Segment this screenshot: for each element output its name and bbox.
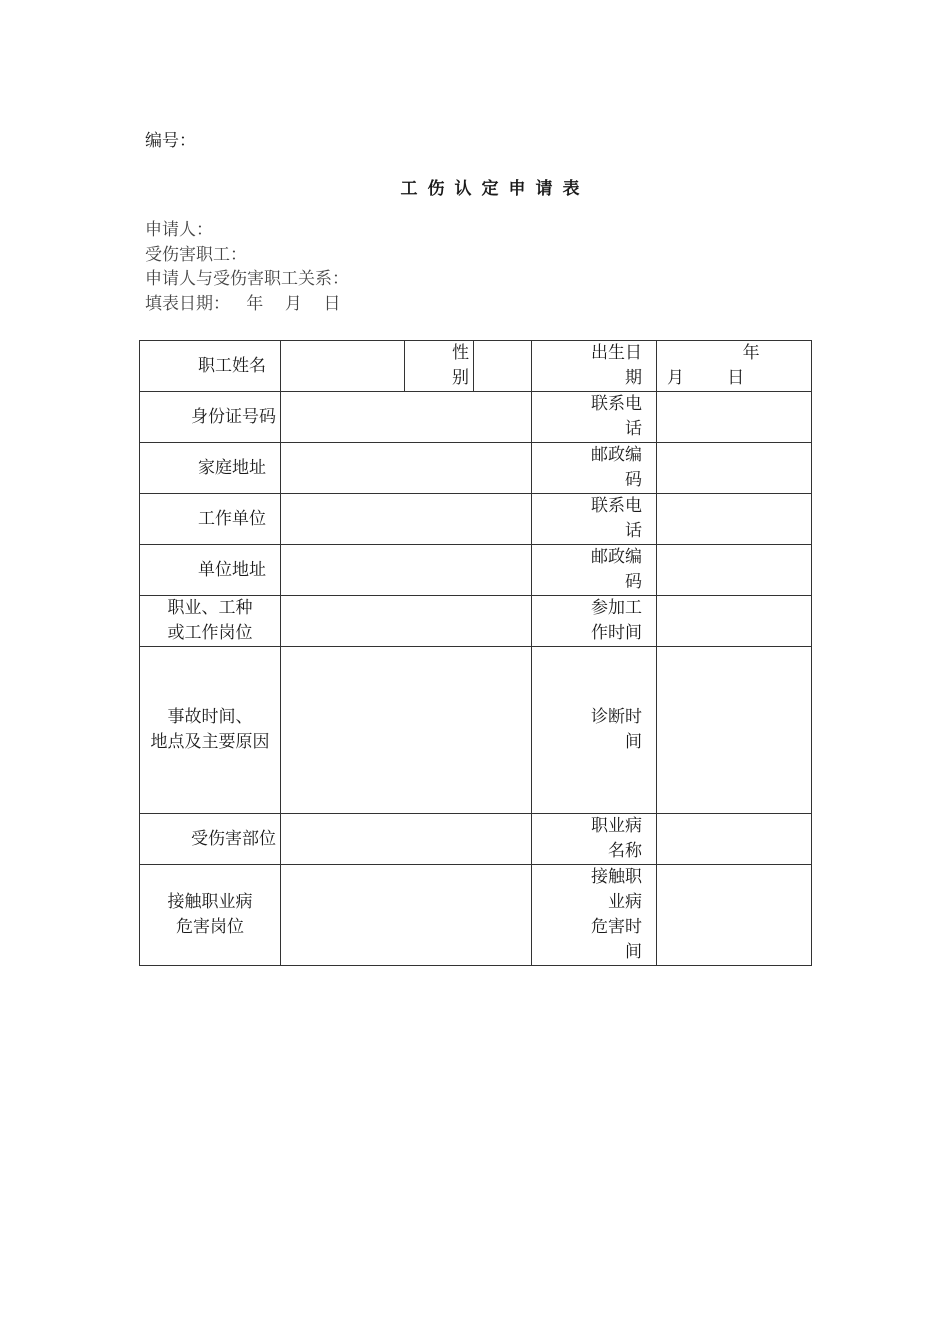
home-address-label: 家庭地址 xyxy=(140,443,281,494)
join-time-input[interactable] xyxy=(657,596,812,647)
accident-input[interactable] xyxy=(281,647,532,814)
disease-name-input[interactable] xyxy=(657,814,812,865)
phone-input[interactable] xyxy=(657,392,812,443)
unit-phone-input[interactable] xyxy=(657,494,812,545)
id-number-input[interactable] xyxy=(281,392,532,443)
document-number-label: 编号： xyxy=(145,131,196,151)
work-unit-input[interactable] xyxy=(281,494,532,545)
accident-label: 事故时间、 地点及主要原因 xyxy=(140,647,281,814)
unit-postcode-input[interactable] xyxy=(657,545,812,596)
exposure-time-label: 接触职 业病 危害时 间 xyxy=(532,865,657,966)
table-row xyxy=(140,814,812,865)
birth-date-input[interactable]: 年 月 日 xyxy=(657,341,812,392)
applicant-field[interactable]: 申请人： xyxy=(145,220,213,240)
applicant-info xyxy=(145,218,349,316)
phone-label: 联系电 话 xyxy=(532,392,657,443)
diagnosis-time-input[interactable] xyxy=(657,647,812,814)
unit-address-input[interactable] xyxy=(281,545,532,596)
table-row xyxy=(140,596,812,647)
table-row xyxy=(140,865,812,966)
injured-part-input[interactable] xyxy=(281,814,532,865)
table-row xyxy=(140,443,812,494)
home-address-input[interactable] xyxy=(281,443,532,494)
injury-application-table xyxy=(139,340,812,966)
table-row xyxy=(140,392,812,443)
join-time-label: 参加工 作时间 xyxy=(532,596,657,647)
diagnosis-time-label: 诊断时 间 xyxy=(532,647,657,814)
exposure-time-input[interactable] xyxy=(657,865,812,966)
table-row xyxy=(140,494,812,545)
occupation-label: 职业、工种 或工作岗位 xyxy=(140,596,281,647)
gender-input[interactable] xyxy=(474,341,532,392)
exposure-post-label: 接触职业病 危害岗位 xyxy=(140,865,281,966)
postcode-label: 邮政编 码 xyxy=(532,443,657,494)
table-row xyxy=(140,545,812,596)
unit-phone-label: 联系电 话 xyxy=(532,494,657,545)
worker-name-input[interactable] xyxy=(281,341,405,392)
gender-label: 性 别 xyxy=(405,341,474,392)
unit-address-label: 单位地址 xyxy=(140,545,281,596)
injured-worker-field[interactable]: 受伤害职工： xyxy=(145,244,247,265)
postcode-input[interactable] xyxy=(657,443,812,494)
relationship-field[interactable]: 申请人与受伤害职工关系： xyxy=(145,269,349,289)
fill-date-field[interactable]: 填表日期： 年 月 日 xyxy=(145,293,341,314)
unit-postcode-label: 邮政编 码 xyxy=(532,545,657,596)
table-row xyxy=(140,647,812,814)
exposure-post-input[interactable] xyxy=(281,865,532,966)
page-title: 工伤认定申请表 xyxy=(400,179,590,199)
birth-date-label: 出生日 期 xyxy=(532,341,657,392)
occupation-input[interactable] xyxy=(281,596,532,647)
worker-name-label: 职工姓名 xyxy=(140,341,281,392)
disease-name-label: 职业病 名称 xyxy=(532,814,657,865)
injured-part-label: 受伤害部位 xyxy=(140,814,281,865)
table-row xyxy=(140,341,812,392)
id-number-label: 身份证号码 xyxy=(140,392,281,443)
work-unit-label: 工作单位 xyxy=(140,494,281,545)
